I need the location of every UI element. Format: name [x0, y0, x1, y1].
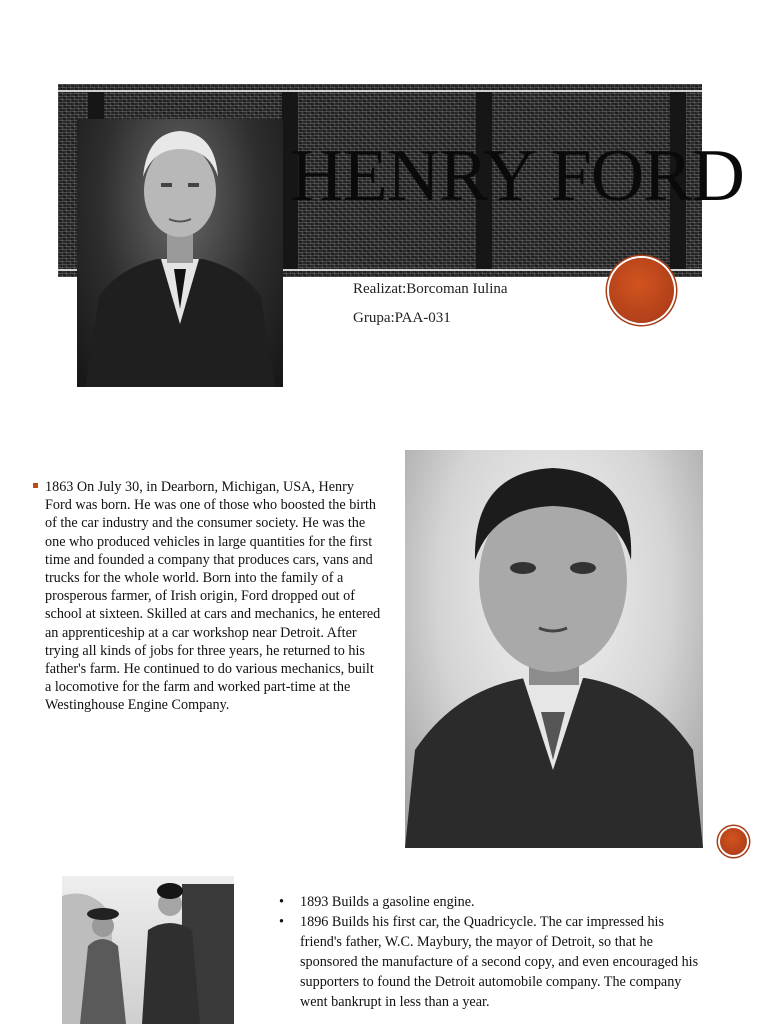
timeline-slide — [0, 870, 768, 1024]
list-item-text: 1893 Builds a gasoline engine. — [300, 894, 475, 910]
list-item — [279, 912, 709, 1012]
portrait-photo-elder — [77, 119, 283, 387]
title-slide — [0, 0, 768, 400]
banner-rule-top — [58, 90, 702, 92]
biography-slide — [0, 430, 768, 870]
group-line: Grupa:PAA-031 — [353, 310, 451, 326]
portrait-photo-young — [405, 450, 703, 848]
bullet-marker: • — [279, 914, 284, 930]
list-item-text: 1896 Builds his first car, the Quadricycle. The car impressed his friend's father, W.C. Maybury, the mayor of Detroit, so that he sponsored the manufacture of a second copy, and even encouraged his supporters to found the Detroit automobile company. The company went bankrupt in less than a year. — [300, 914, 699, 1010]
accent-circle-small — [720, 828, 747, 855]
biography-text: 1863 On July 30, in Dearborn, Michigan, USA, Henry Ford was born. He was one of those who boosted the birth of the car industry and the consumer society. He was the one who produced vehicles in large quantities for the first time and founded a company that produces cars, vans and trucks for the whole world. Born into the family of a prosperous farmer, of Irish origin, Ford dropped out of school at sixteen. Skilled at cars and mechanics, he entered an apprenticeship at a car workshop near Detroit. After trying all kinds of jobs for three years, he returned to his father's farm. He continued to do various mechanics, built a locomotive for the farm and worked part-time at the Westinghouse Engine Company. — [45, 479, 381, 714]
bullet-marker: • — [279, 894, 284, 910]
biography-block — [33, 478, 381, 715]
list-item — [279, 892, 709, 912]
page-title: HENRY FORD — [290, 135, 744, 217]
couple-photo — [62, 876, 234, 1024]
timeline-list — [279, 892, 709, 1012]
accent-circle — [609, 258, 674, 323]
bullet-marker — [33, 483, 38, 488]
author-line: Realizat:Borcoman Iulina — [353, 281, 508, 297]
